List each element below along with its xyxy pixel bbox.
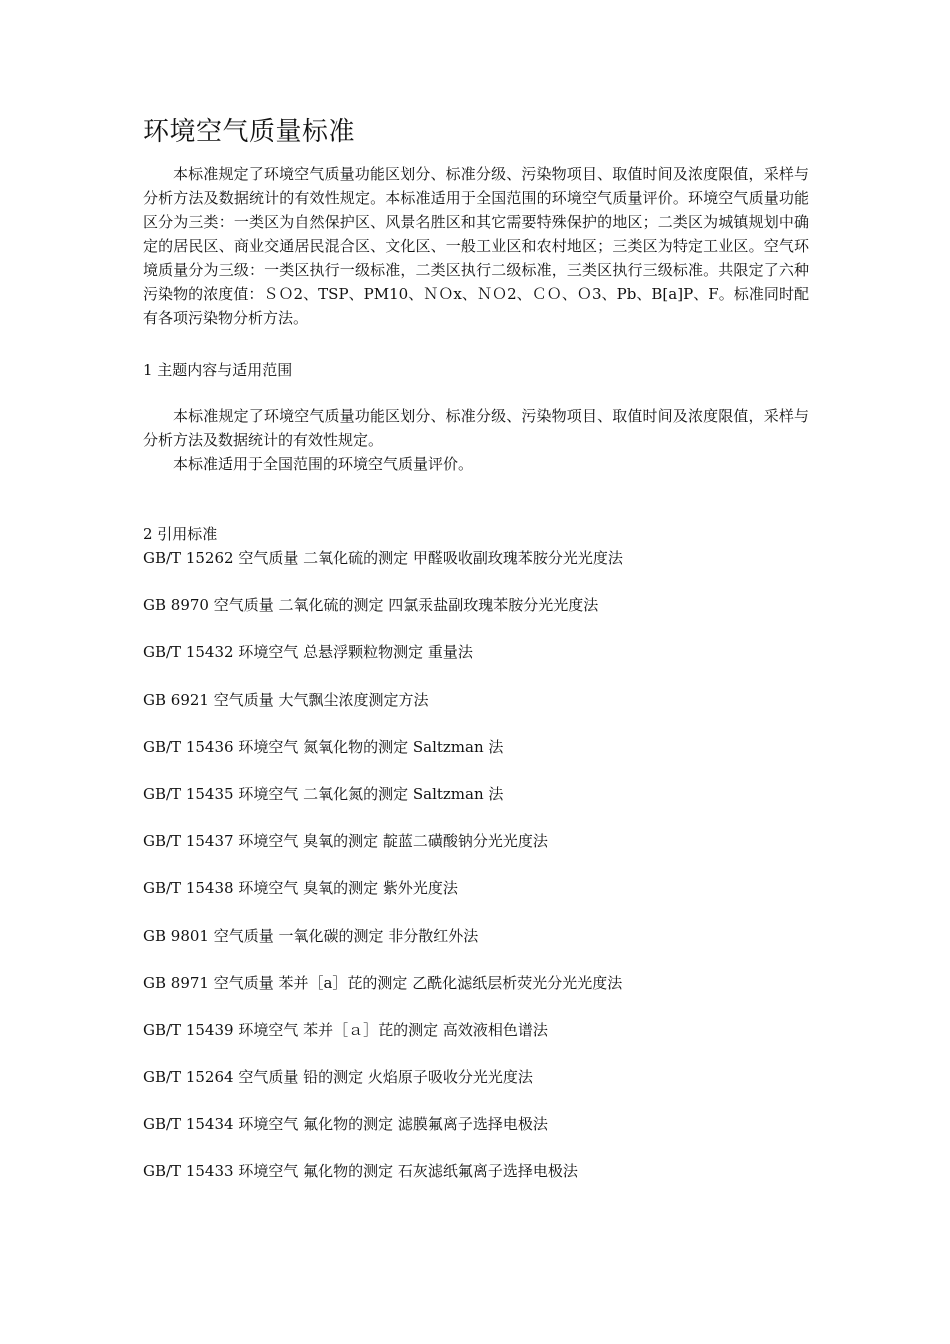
reference-item: GB/T 15433 环境空气 氟化物的测定 石灰滤纸氟离子选择电极法 — [143, 1162, 578, 1181]
reference-item: GB/T 15438 环境空气 臭氧的测定 紫外光度法 — [143, 879, 458, 898]
section-1-paragraph-2: 本标准适用于全国范围的环境空气质量评价。 — [173, 455, 474, 473]
spacer — [143, 330, 809, 358]
reference-item: GB 6921 空气质量 大气飘尘浓度测定方法 — [143, 690, 429, 709]
reference-item: GB/T 15262 空气质量 二氧化硫的测定 甲醛吸收副玫瑰苯胺分光光度法 — [143, 549, 623, 567]
section-1-paragraph-1: 本标准规定了环境空气质量功能区划分、标准分级、污染物项目、取值时间及浓度限值，采样与分析方法及数据统计的有效性规定。 — [143, 407, 809, 449]
reference-item: GB/T 15435 环境空气 二氧化氮的测定 Saltzman 法 — [143, 784, 504, 803]
section-1-heading: 1 主题内容与适用范围 — [143, 361, 293, 379]
reference-item: GB/T 15437 环境空气 臭氧的测定 靛蓝二磺酸钠分光光度法 — [143, 832, 548, 851]
document-title: 环境空气质量标准 — [143, 117, 356, 147]
reference-item: GB/T 15434 环境空气 氟化物的测定 滤膜氟离子选择电极法 — [143, 1115, 548, 1134]
reference-list — [143, 546, 809, 1183]
spacer — [143, 476, 809, 522]
reference-item: GB/T 15432 环境空气 总悬浮颗粒物测定 重量法 — [143, 643, 473, 662]
reference-item: GB/T 15436 环境空气 氮氧化物的测定 Saltzman 法 — [143, 737, 504, 756]
document-page — [143, 112, 809, 1183]
reference-item: GB/T 15264 空气质量 铅的测定 火焰原子吸收分光光度法 — [143, 1068, 533, 1087]
reference-item: GB 8970 空气质量 二氧化硫的测定 四氯汞盐副玫瑰苯胺分光光度法 — [143, 596, 599, 615]
intro-paragraph: 本标准规定了环境空气质量功能区划分、标准分级、污染物项目、取值时间及浓度限值，采样与分析方法及数据统计的有效性规定。本标准适用于全国范围的环境空气质量评价。环境空气质量功能区分为三类：一类区为自然保护区、风景名胜区和其它需要特殊保护的地区；二类区为城镇规划中确定的居民区、商业交通居民混合区、文化区、一般工业区和农村地区；三类区为特定工业区。空气环境质量分为三级：一类区执行一级标准，二类区执行二级标准，三类区执行三级标准。共限定了六种污染物的浓度值：ＳＯ2、TSP、PM10、ＮＯx、ＮＯ2、ＣＯ、Ｏ3、Pb、B[a]P、F。标准同时配有各项污染物分析方法。 — [143, 165, 809, 327]
spacer — [143, 382, 809, 404]
reference-item: GB 8971 空气质量 苯并［a］芘的测定 乙酰化滤纸层析荧光分光光度法 — [143, 973, 623, 992]
reference-item: GB 9801 空气质量 一氧化碳的测定 非分散红外法 — [143, 926, 479, 945]
section-2-heading: 2 引用标准 — [143, 525, 218, 543]
reference-item: GB/T 15439 环境空气 苯并［ａ］芘的测定 高效液相色谱法 — [143, 1020, 548, 1039]
